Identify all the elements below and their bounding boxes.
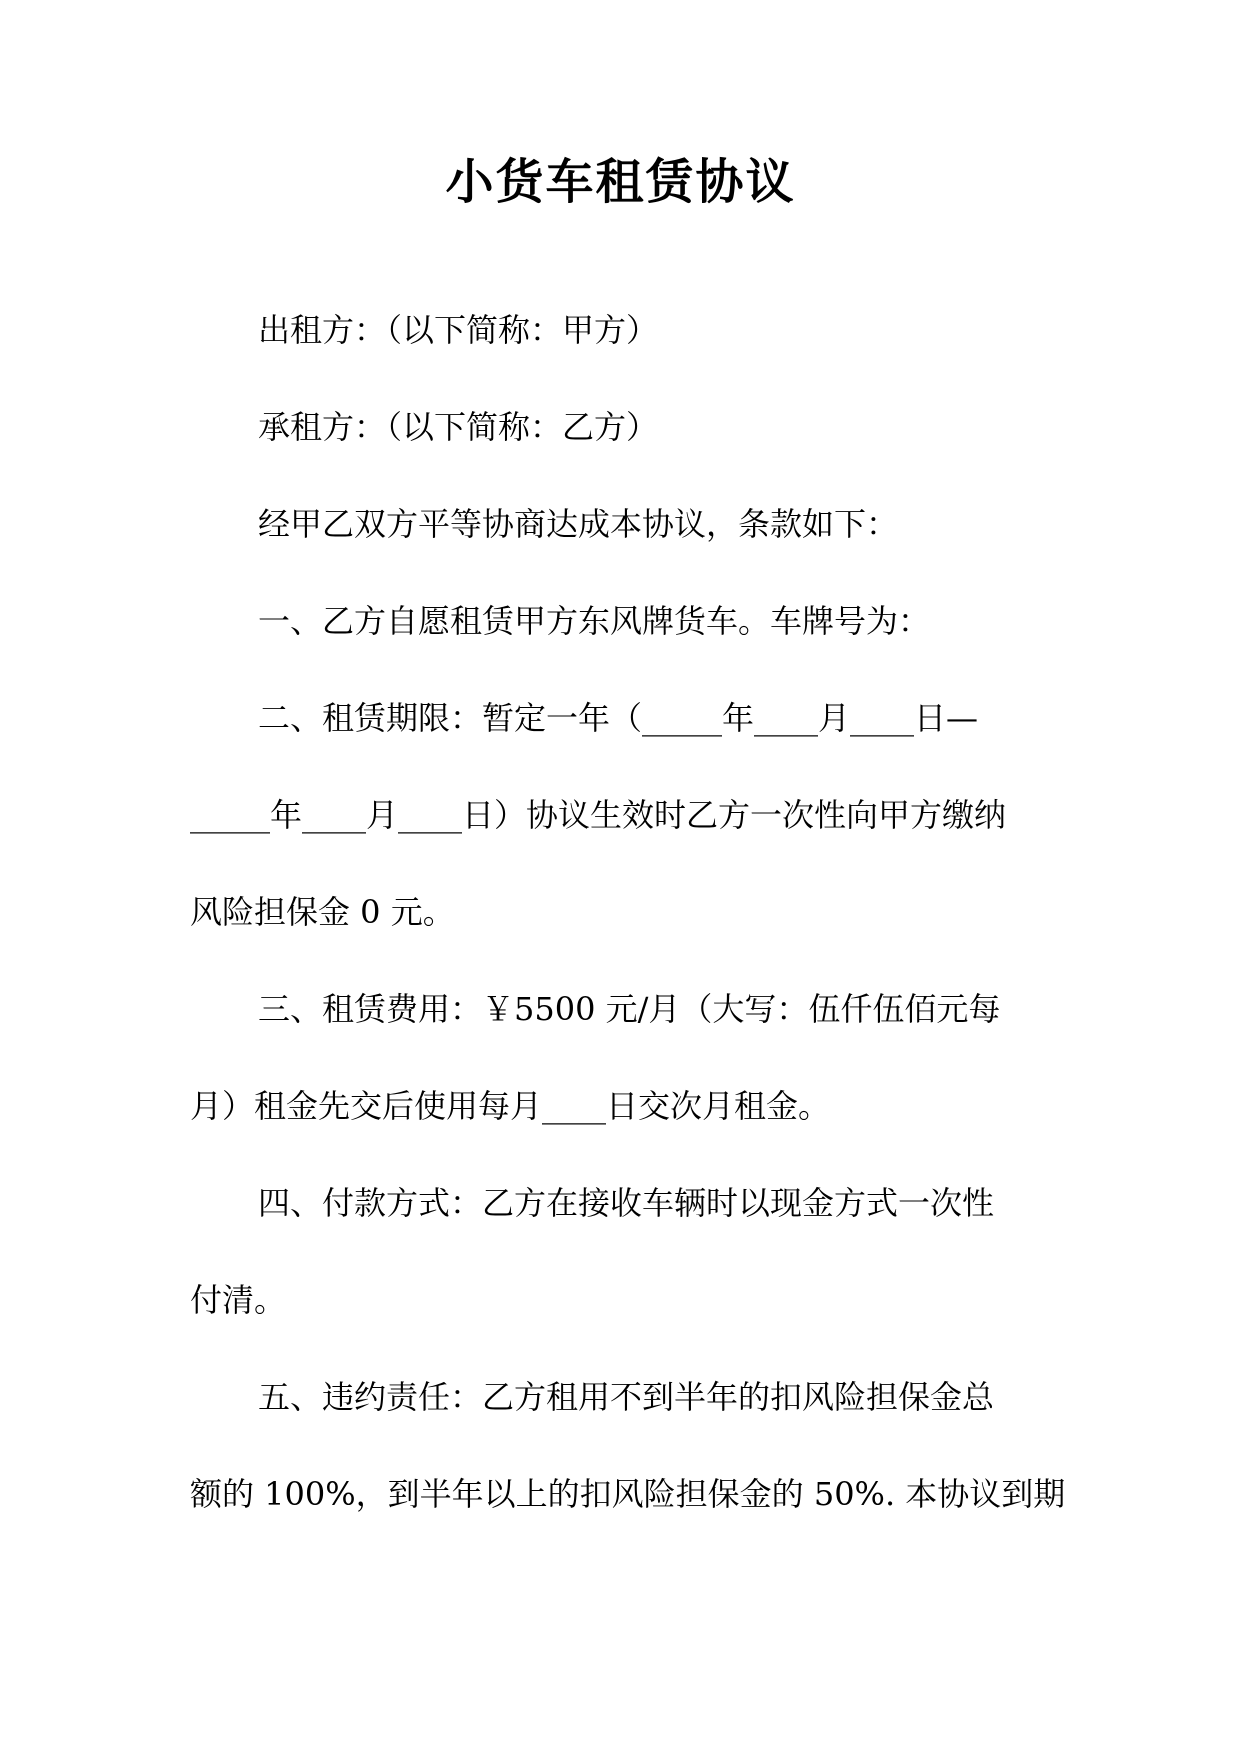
clause-1-line: 一、乙方自愿租赁甲方东风牌货车。车牌号为：: [258, 602, 931, 640]
clause-5-line-2: 额的 100%，到半年以上的扣风险担保金的 50%. 本协议到期: [190, 1475, 1066, 1513]
lessee-line: 承租方：（以下简称：乙方）: [258, 408, 659, 446]
lessor-line: 出租方：（以下简称：甲方）: [258, 311, 659, 349]
clause-3-line-2: 月）租金先交后使用每月____日交次月租金。: [190, 1087, 831, 1125]
clause-5-line-1: 五、违约责任：乙方租用不到半年的扣风险担保金总: [258, 1378, 995, 1416]
clause-2-line-3: 风险担保金 0 元。: [190, 893, 455, 931]
clause-2-line-1: 二、租赁期限：暂定一年（_____年____月____日—: [258, 699, 979, 737]
clause-4-line-2: 付清。: [190, 1281, 287, 1319]
clause-4-line-1: 四、付款方式：乙方在接收车辆时以现金方式一次性: [258, 1184, 995, 1222]
intro-line: 经甲乙双方平等协商达成本协议，条款如下：: [258, 505, 899, 543]
document-title: 小货车租赁协议: [445, 154, 796, 210]
clause-2-line-2: _____年____月____日）协议生效时乙方一次性向甲方缴纳: [190, 796, 1007, 834]
clause-3-line-1: 三、租赁费用：￥5500 元/月（大写：伍仟伍佰元每: [258, 990, 1001, 1028]
